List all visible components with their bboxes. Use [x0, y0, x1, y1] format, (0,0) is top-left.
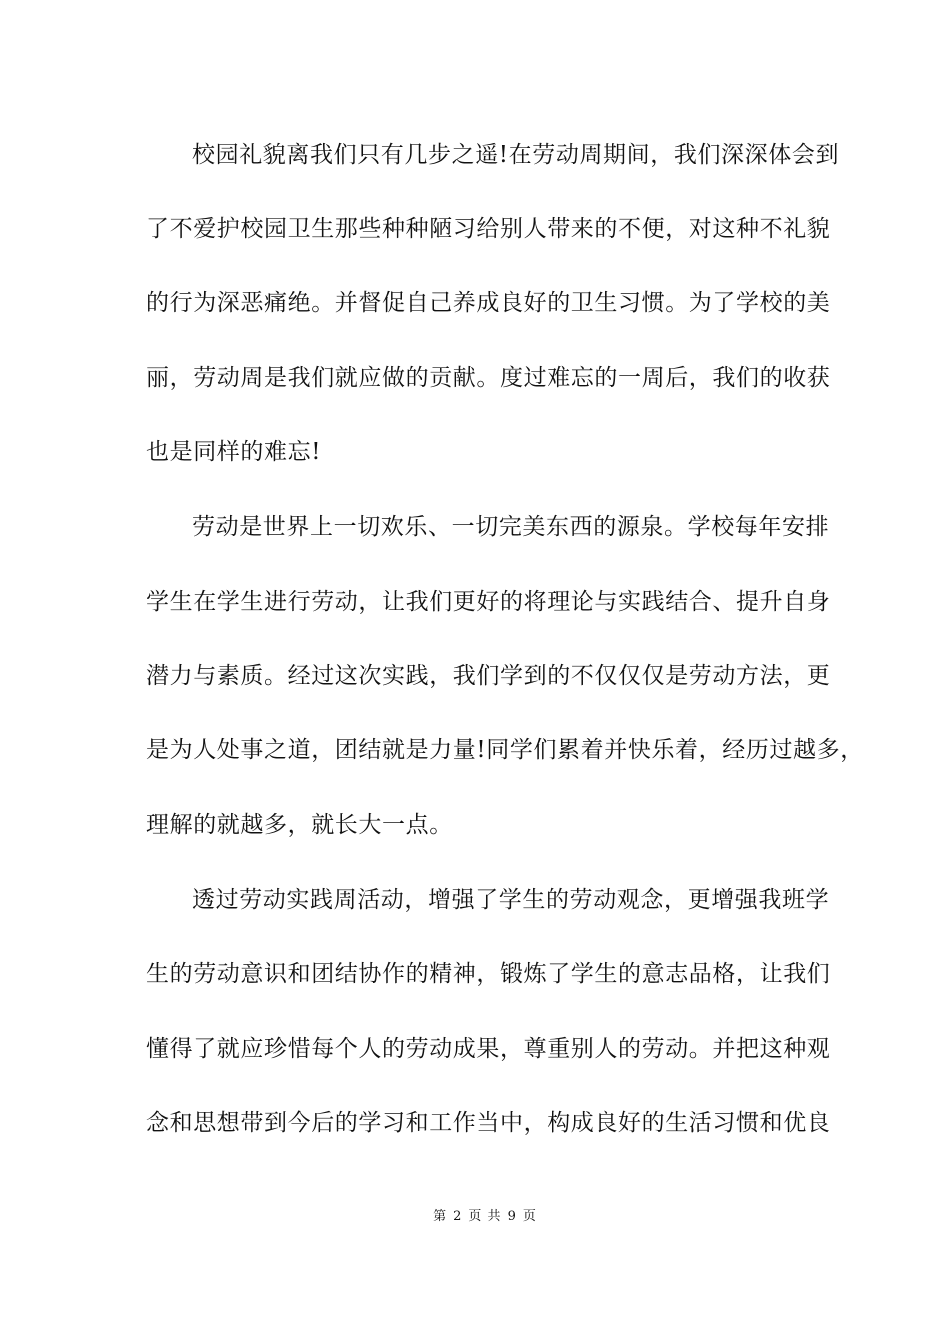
paragraph-3-line-1: 透过劳动实践周活动，增强了学生的劳动观念，更增强我班学	[192, 887, 830, 913]
paragraph-2-line-2: 学生在学生进行劳动，让我们更好的将理论与实践结合、提升自身	[146, 589, 831, 615]
paragraph-2-line-3: 潜力与素质。经过这次实践，我们学到的不仅仅仅是劳动方法，更	[146, 663, 831, 689]
footer-total-pages: 9	[507, 1209, 517, 1224]
footer-middle: 页 共	[468, 1209, 502, 1224]
page-footer	[0, 1208, 950, 1226]
paragraph-1-line-4: 丽，劳动周是我们就应做的贡献。度过难忘的一周后，我们的收获	[146, 365, 831, 391]
paragraph-1-line-2: 了不爱护校园卫生那些种种陋习给别人带来的不便，对这种不礼貌	[146, 216, 831, 242]
paragraph-1-line-1: 校园礼貌离我们只有几步之遥!在劳动周期间，我们深深体会到	[192, 142, 840, 168]
footer-current-page: 2	[453, 1209, 463, 1224]
paragraph-3-line-3: 懂得了就应珍惜每个人的劳动成果，尊重别人的劳动。并把这种观	[146, 1036, 831, 1062]
paragraph-3-line-4: 念和思想带到今后的学习和工作当中，构成良好的生活习惯和优良	[146, 1110, 831, 1136]
paragraph-1-line-3: 的行为深恶痛绝。并督促自己养成良好的卫生习惯。为了学校的美	[146, 290, 831, 316]
paragraph-2-line-5: 理解的就越多，就长大一点。	[146, 812, 453, 838]
paragraph-3-line-2: 生的劳动意识和团结协作的精神，锻炼了学生的意志品格，让我们	[146, 961, 831, 987]
paragraph-2-line-4: 是为人处事之道，团结就是力量!同学们累着并快乐着，经历过越多，	[146, 737, 864, 763]
footer-prefix: 第	[433, 1209, 448, 1224]
paragraph-2-line-1: 劳动是世界上一切欢乐、一切完美东西的源泉。学校每年安排	[192, 514, 830, 540]
paragraph-1-line-5: 也是同样的难忘!	[146, 439, 322, 465]
footer-suffix: 页	[522, 1209, 537, 1224]
